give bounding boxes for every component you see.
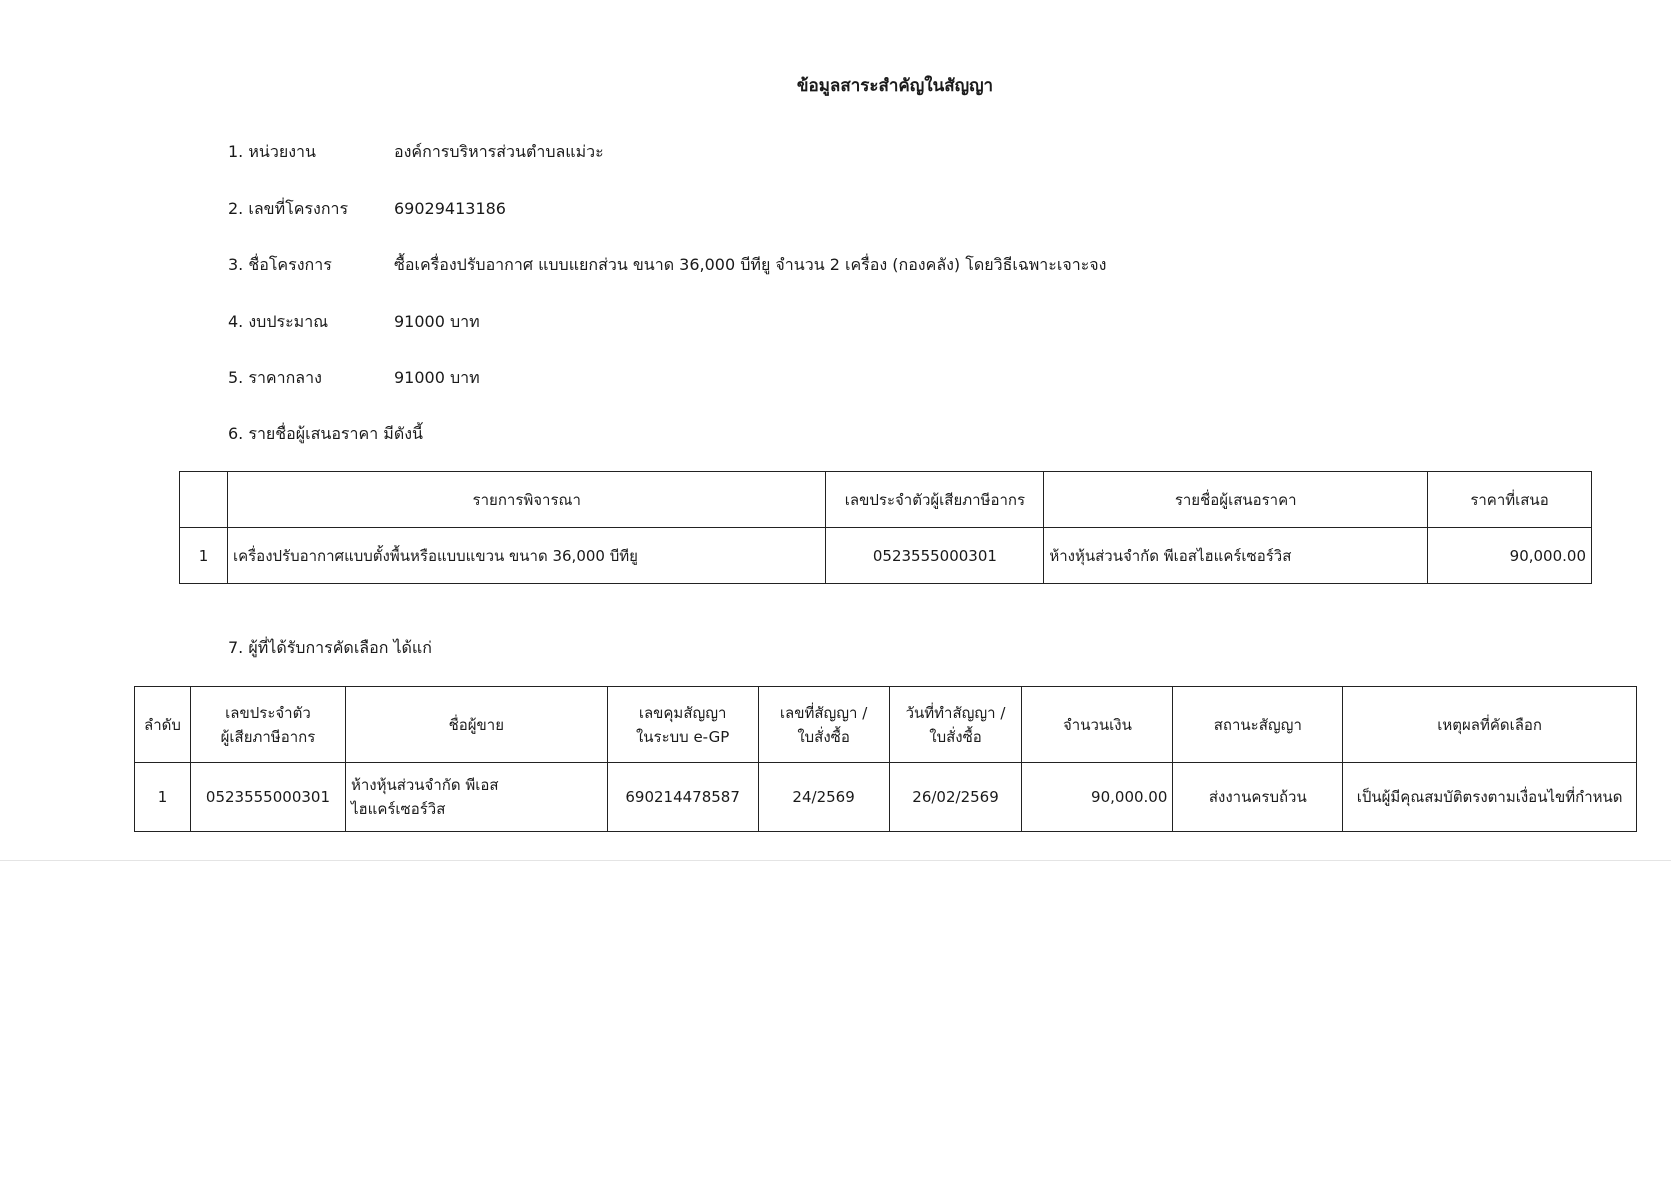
col-header-item: รายการพิจารณา [227,472,825,528]
info-label: 1. หน่วยงาน [228,142,316,161]
cell-seller [345,763,607,832]
col-header-contract-date-line2: ใบสั่งซื้อ [929,727,982,746]
title-container [0,72,1671,99]
info-median-price [228,366,480,391]
col-header-contract-no-line1: เลขที่สัญญา / [779,703,868,722]
info-budget [228,310,480,335]
col-header-bidder: รายชื่อผู้เสนอราคา [1044,472,1428,528]
cell-seller-line2: ไฮแคร์เซอร์วิส [350,800,446,818]
col-header-tax-id: เลขประจำตัวผู้เสียภาษีอากร [826,472,1044,528]
col-header-contract-date-line1: วันที่ทำสัญญา / [905,703,1006,722]
cell-contract-no: 24/2569 [758,763,889,832]
info-value: 69029413186 [394,199,506,218]
table-header-row [135,687,1637,763]
bidders-heading: 6. รายชื่อผู้เสนอราคา มีดังนี้ [228,424,423,443]
col-header-price: ราคาที่เสนอ [1428,472,1592,528]
info-project-name [228,253,1106,278]
info-label: 2. เลขที่โครงการ [228,199,349,218]
col-header-tax-id-line2: ผู้เสียภาษีอากร [220,727,316,746]
info-value: องค์การบริหารส่วนตำบลแม่วะ [394,142,604,161]
cell-seller-line1: ห้างหุ้นส่วนจำกัด พีเอส [350,776,499,794]
bidders-table [179,471,1592,584]
cell-control-no: 690214478587 [607,763,758,832]
info-project-number [228,197,506,222]
info-label: 3. ชื่อโครงการ [228,255,332,274]
col-header-contract-no [758,687,889,763]
col-header-seller: ชื่อผู้ขาย [345,687,607,763]
table-row [135,763,1637,832]
cell-item: เครื่องปรับอากาศแบบตั้งพื้นหรือแบบแขวน ขนาด 36,000 บีทียู [227,528,825,584]
info-value: 91000 บาท [394,312,480,331]
col-header-contract-date [889,687,1022,763]
cell-no: 1 [135,763,191,832]
col-header-status: สถานะสัญญา [1173,687,1343,763]
table-row [180,528,1592,584]
col-header-no [180,472,228,528]
cell-bidder: ห้างหุ้นส่วนจำกัด พีเอสไฮแคร์เซอร์วิส [1044,528,1428,584]
info-label: 4. งบประมาณ [228,312,329,331]
cell-status: ส่งงานครบถ้วน [1173,763,1343,832]
cell-reason: เป็นผู้มีคุณสมบัติตรงตามเงื่อนไขที่กำหนด [1343,763,1637,832]
winners-heading: 7. ผู้ที่ได้รับการคัดเลือก ได้แก่ [228,638,432,657]
cell-price: 90,000.00 [1428,528,1592,584]
col-header-no: ลำดับ [135,687,191,763]
col-header-contract-no-line2: ใบสั่งซื้อ [797,727,850,746]
col-header-reason: เหตุผลที่คัดเลือก [1343,687,1637,763]
col-header-control-line2: ในระบบ e-GP [635,727,730,746]
page-divider [0,860,1671,861]
cell-amount: 90,000.00 [1022,763,1173,832]
info-value: ซื้อเครื่องปรับอากาศ แบบแยกส่วน ขนาด 36,000 บีทียู จำนวน 2 เครื่อง (กองคลัง) โดยวิธีเฉพาะเจาะจง [394,255,1107,274]
cell-tax-id: 0523555000301 [826,528,1044,584]
info-label: 5. ราคากลาง [228,368,322,387]
col-header-control-no [607,687,758,763]
cell-tax-id: 0523555000301 [190,763,345,832]
table-header-row [180,472,1592,528]
col-header-control-line1: เลขคุมสัญญา [638,703,727,722]
cell-no: 1 [180,528,228,584]
winners-table [134,686,1637,832]
col-header-tax-id [190,687,345,763]
col-header-tax-id-line1: เลขประจำตัว [225,703,311,722]
document-title: ข้อมูลสาระสำคัญในสัญญา [796,76,994,96]
info-agency [228,140,604,165]
cell-contract-date: 26/02/2569 [889,763,1022,832]
col-header-amount: จำนวนเงิน [1022,687,1173,763]
info-value: 91000 บาท [394,368,480,387]
